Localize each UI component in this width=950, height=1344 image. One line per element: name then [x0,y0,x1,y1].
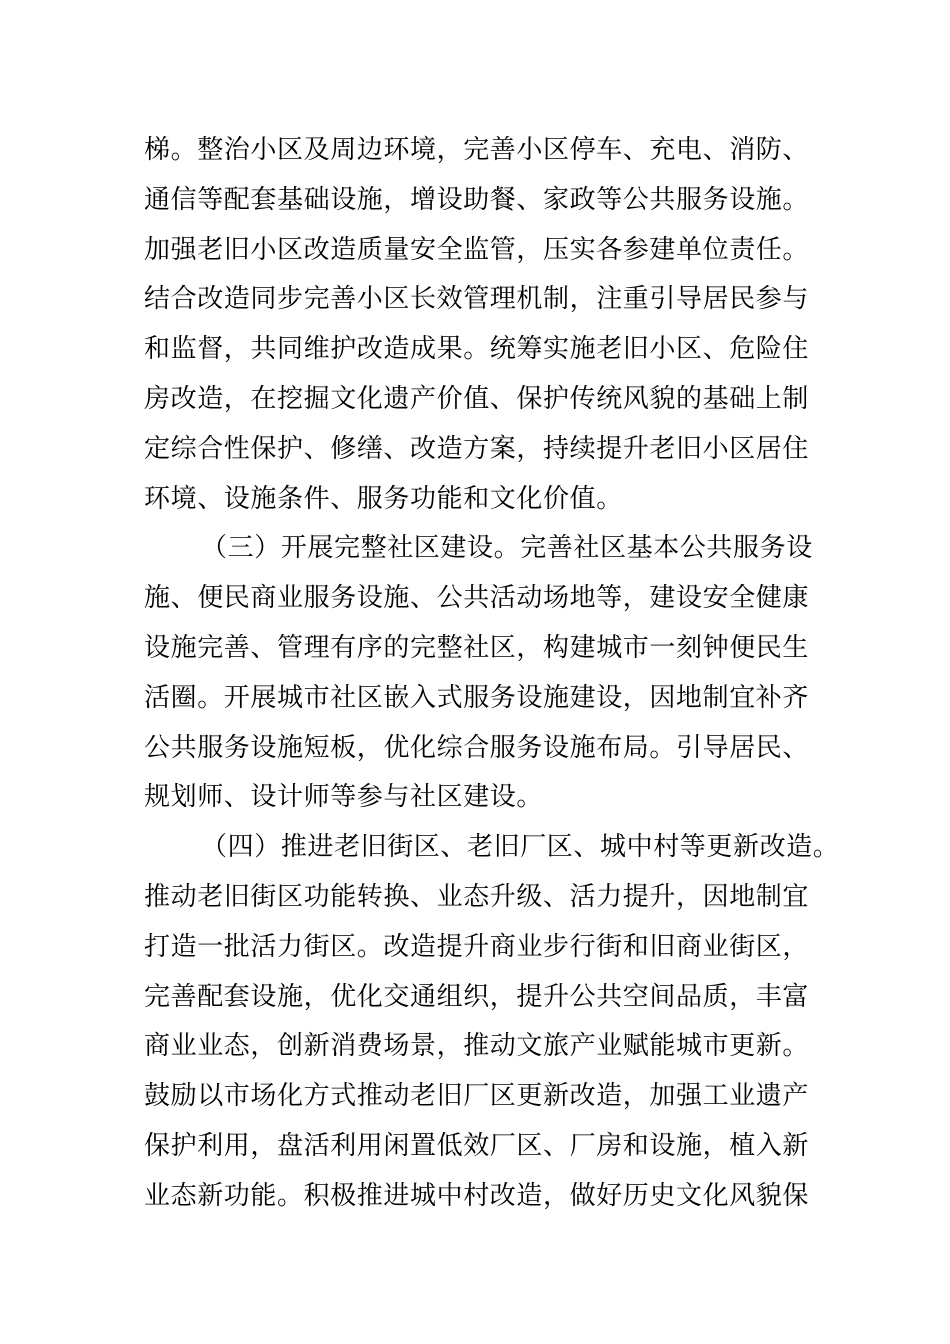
text-line: 施、便民商业服务设施、公共活动场地等，建设安全健康 [144,583,810,614]
section-heading-line: （四）推进老旧街区、老旧厂区、城中村等更新改造。 [201,832,840,863]
text-line: 业态新功能。积极推进城中村改造，做好历史文化风貌保 [144,1180,810,1211]
section-heading-line: （三）开展完整社区建设。完善社区基本公共服务设 [201,533,813,564]
text-line: 商业业态，创新消费场景，推动文旅产业赋能城市更新。 [144,1031,810,1062]
text-line: 结合改造同步完善小区长效管理机制，注重引导居民参与 [144,284,810,315]
text-line: 通信等配套基础设施，增设助餐、家政等公共服务设施。 [144,184,810,215]
text-line: 房改造，在挖掘文化遗产价值、保护传统风貌的基础上制 [144,383,810,414]
text-line: 规划师、设计师等参与社区建设。 [144,782,544,813]
text-line: 推动老旧街区功能转换、业态升级、活力提升，因地制宜 [144,881,810,912]
text-line: 环境、设施条件、服务功能和文化价值。 [144,483,623,514]
text-line: 梯。整治小区及周边环境，完善小区停车、充电、消防、 [144,135,810,165]
text-line: 鼓励以市场化方式推动老旧厂区更新改造，加强工业遗产 [144,1081,810,1112]
text-line: 活圈。开展城市社区嵌入式服务设施建设，因地制宜补齐 [144,682,810,713]
text-line: 公共服务设施短板，优化综合服务设施布局。引导居民、 [144,732,810,763]
text-line: 打造一批活力街区。改造提升商业步行街和旧商业街区， [144,931,810,962]
text-line: 完善配套设施，优化交通组织，提升公共空间品质，丰富 [144,981,810,1012]
text-line: 设施完善、管理有序的完整社区，构建城市一刻钟便民生 [144,632,810,663]
text-line: 和监督，共同维护改造成果。统筹实施老旧小区、危险住 [144,334,810,365]
text-line: 保护利用，盘活利用闲置低效厂区、厂房和设施，植入新 [144,1130,810,1161]
body-text [144,126,844,1222]
text-line: 加强老旧小区改造质量安全监管，压实各参建单位责任。 [144,234,810,265]
text-line: 定综合性保护、修缮、改造方案，持续提升老旧小区居住 [144,433,810,464]
